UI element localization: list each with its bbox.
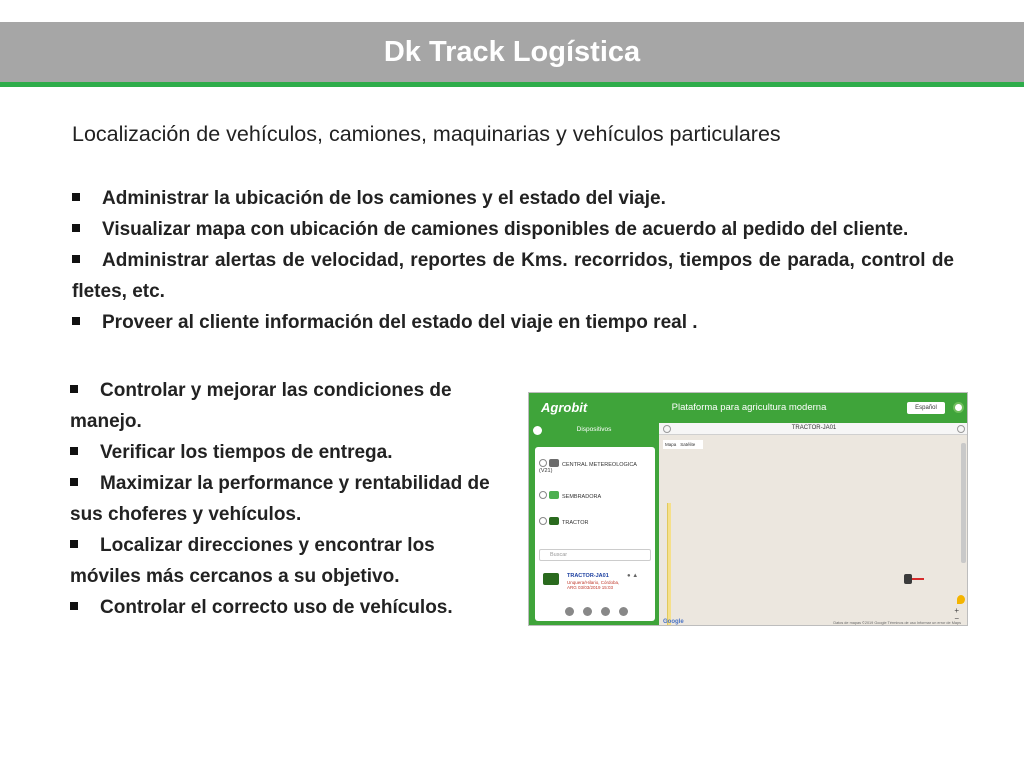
slide-title: Dk Track Logística xyxy=(383,36,641,68)
title-bar xyxy=(0,22,1024,84)
sidebar-title: Dispositivos xyxy=(576,426,612,433)
zoom-in-button[interactable]: + xyxy=(954,606,959,615)
bullet-square-icon xyxy=(72,193,80,201)
app-header xyxy=(529,393,968,423)
tractor-icon xyxy=(543,573,559,585)
device-sidebar xyxy=(529,423,659,626)
bullet-item: Controlar el correcto uso de vehículos. xyxy=(70,592,510,623)
zoom-out-button[interactable]: − xyxy=(954,614,959,623)
device-item[interactable]: CENTRAL METEREOLOGICA (V21) xyxy=(539,459,651,474)
device-item[interactable]: SEMBRADORA xyxy=(539,491,651,500)
tractor-icon xyxy=(549,517,559,525)
map-close-icon[interactable] xyxy=(957,425,965,433)
map-scrollbar[interactable] xyxy=(961,443,966,563)
power-icon[interactable] xyxy=(953,402,964,413)
search-input[interactable]: Buscar xyxy=(539,549,651,561)
app-logo: Agrobit xyxy=(541,400,588,415)
bullet-item: Controlar y mejorar las condiciones de manejo. xyxy=(70,380,452,432)
device-item[interactable]: TRACTOR xyxy=(539,517,651,526)
bullet-square-icon xyxy=(70,540,78,548)
status-icon: ● ▲ xyxy=(627,573,639,579)
weather-station-icon xyxy=(549,459,559,467)
expand-icon[interactable] xyxy=(539,491,547,499)
collapse-icon[interactable] xyxy=(539,517,547,525)
title-divider xyxy=(0,82,1024,87)
bullet-square-icon xyxy=(70,385,78,393)
google-logo: Google xyxy=(663,619,684,625)
map-road xyxy=(667,503,671,626)
bullet-item: Localizar direcciones y encontrar los móviles más cercanos a su objetivo. xyxy=(70,535,435,587)
heading-arrow-icon xyxy=(912,578,924,580)
map-credits: Datos de mapas ©2019 Google Términos de uso Informar un error de Maps xyxy=(833,621,961,625)
vehicle-address: Unquera/Hilario, Córdoba, ARG 03/03/2019 15:03 xyxy=(567,580,620,590)
street-view-icon[interactable] xyxy=(957,595,965,604)
bullet-item: Administrar alertas de velocidad, reportes de Kms. recorridos, tiempos de parada, control de fletes, etc. xyxy=(72,250,954,302)
tractor-marker-icon xyxy=(904,574,912,584)
expand-icon[interactable] xyxy=(539,459,547,467)
bullet-square-icon xyxy=(72,255,80,263)
info-icon[interactable] xyxy=(565,607,574,616)
bullet-list-left xyxy=(70,375,510,623)
bullet-square-icon xyxy=(70,478,78,486)
report-icon[interactable] xyxy=(601,607,610,616)
bullet-item: Visualizar mapa con ubicación de camiones disponibles de acuerdo al pedido del cliente. xyxy=(72,214,954,245)
language-button[interactable]: Español xyxy=(907,402,945,414)
device-panel xyxy=(535,447,655,621)
map-toolbar xyxy=(659,423,968,435)
map-type-satellite[interactable]: Satélite xyxy=(680,442,696,447)
sidebar-toolbar xyxy=(565,603,645,621)
bullet-square-icon xyxy=(72,224,80,232)
seeder-icon xyxy=(549,491,559,499)
app-headline: Plataforma para agricultura moderna xyxy=(671,402,827,413)
map-title: TRACTOR-JA01 xyxy=(791,425,837,431)
settings-icon[interactable] xyxy=(619,607,628,616)
bullet-item: Proveer al cliente información del estado del viaje en tiempo real . xyxy=(72,307,954,338)
bullet-square-icon xyxy=(72,317,80,325)
bullet-square-icon xyxy=(70,447,78,455)
alert-icon[interactable] xyxy=(583,607,592,616)
map-type-map[interactable]: Mapa xyxy=(665,442,677,447)
bullet-item: Administrar la ubicación de los camiones y el estado del viaje. xyxy=(72,183,954,214)
bullet-item: Maximizar la performance y rentabilidad de sus choferes y vehículos. xyxy=(70,473,490,525)
map-view[interactable] xyxy=(659,423,968,626)
app-screenshot xyxy=(528,392,968,626)
bullet-list-top xyxy=(72,183,954,338)
bullet-item: Verificar los tiempos de entrega. xyxy=(70,437,510,468)
bullet-square-icon xyxy=(70,602,78,610)
map-type-switch[interactable] xyxy=(663,440,703,449)
vehicle-name: TRACTOR-JA01 xyxy=(567,573,609,579)
slide-subtitle: Localización de vehículos, camiones, maquinarias y vehículos particulares xyxy=(72,122,781,146)
